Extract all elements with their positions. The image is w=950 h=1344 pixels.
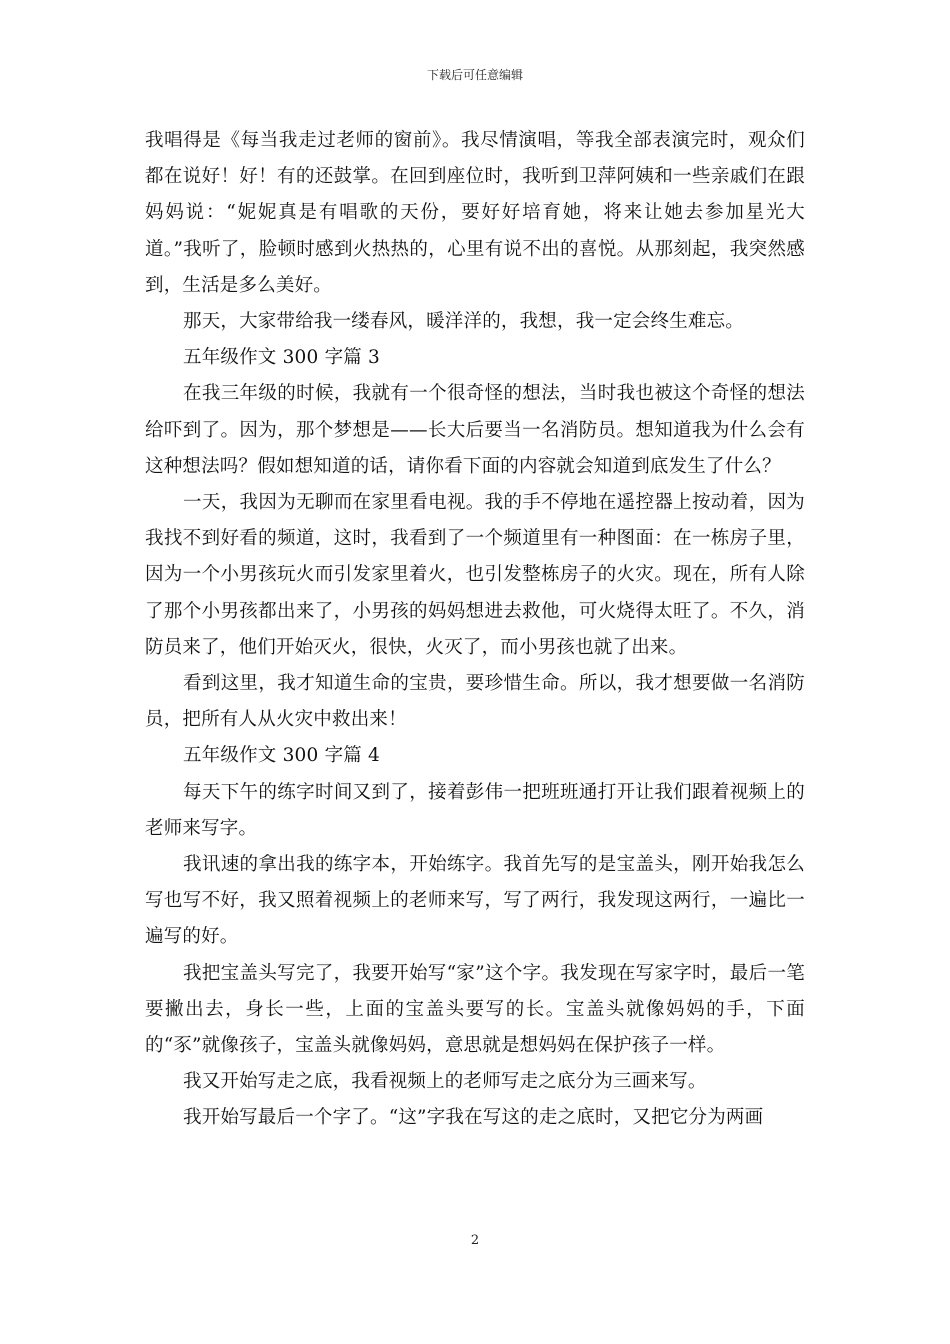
paragraph-5: 看到这里，我才知道生命的宝贵，要珍惜生命。所以，我才想要做一名消防员，把所有人从火灾中救出来！ <box>145 673 805 731</box>
paragraph-4: 一天，我因为无聊而在家里看电视。我的手不停地在遥控器上按动着，因为我找不到好看的频道，这时，我看到了一个频道里有一种图面：在一栋房子里，因为一个小男孩玩火而引发家里着火，也引发整栋房子的火灾。现在，所有人除了那个小男孩都出来了，小男孩的妈妈想进去救他，可火烧得太旺了。不久，消防员来了，他们开始灭火，很快，火灭了，而小男孩也就了出来。 <box>145 492 805 658</box>
paragraph-2: 那天，大家带给我一缕春风，暖洋洋的，我想，我一定会终生难忘。 <box>183 311 745 333</box>
paragraph-7: 我讯速的拿出我的练字本，开始练字。我首先写的是宝盖头，刚开始我怎么写也写不好，我又照着视频上的老师来写，写了两行，我发现这两行，一遍比一遍写的好。 <box>145 854 805 948</box>
page-header: 下载后可任意编辑 <box>426 68 523 82</box>
section-heading-4: 五年级作文 300 字篇 4 <box>183 745 381 767</box>
paragraph-9: 我又开始写走之底，我看视频上的老师写走之底分为三画来写。 <box>183 1071 707 1093</box>
paragraph-3: 在我三年级的时候，我就有一个很奇怪的想法，当时我也被这个奇怪的想法给吓到了。因为，那个梦想是——长大后要当一名消防员。想知道我为什么会有这种想法吗？假如想知道的话，请你看下面的内容就会知道到底发生了什么？ <box>145 383 805 477</box>
paragraph-1: 我唱得是《每当我走过老师的窗前》。我尽情演唱，等我全部表演完时，观众们都在说好！好！有的还鼓掌。在回到座位时，我听到卫萍阿姨和一些亲戚们在跟妈妈说：“妮妮真是有唱歌的天份，要好好培育她，将来让她去参加星光大道。”我听了，脸顿时感到火热热的，心里有说不出的喜悦。从那刻起，我突然感到，生活是多么美好。 <box>145 130 805 296</box>
paragraph-10: 我开始写最后一个字了。“这”字我在写这的走之底时，又把它分为两画 <box>183 1107 764 1129</box>
page-number: 2 <box>470 1233 480 1248</box>
paragraph-8: 我把宝盖头写完了，我要开始写“家”这个字。我发现在写家字时，最后一笔要撇出去，身长一些，上面的宝盖头要写的长。宝盖头就像妈妈的手，下面的“豕”就像孩子，宝盖头就像妈妈，意思就是想妈妈在保护孩子一样。 <box>145 962 805 1057</box>
document-body <box>145 123 805 1137</box>
paragraph-6: 每天下午的练字时间又到了，接着彭伟一把班班通打开让我们跟着视频上的老师来写字。 <box>145 781 805 839</box>
section-heading-3: 五年级作文 300 字篇 3 <box>183 347 381 369</box>
